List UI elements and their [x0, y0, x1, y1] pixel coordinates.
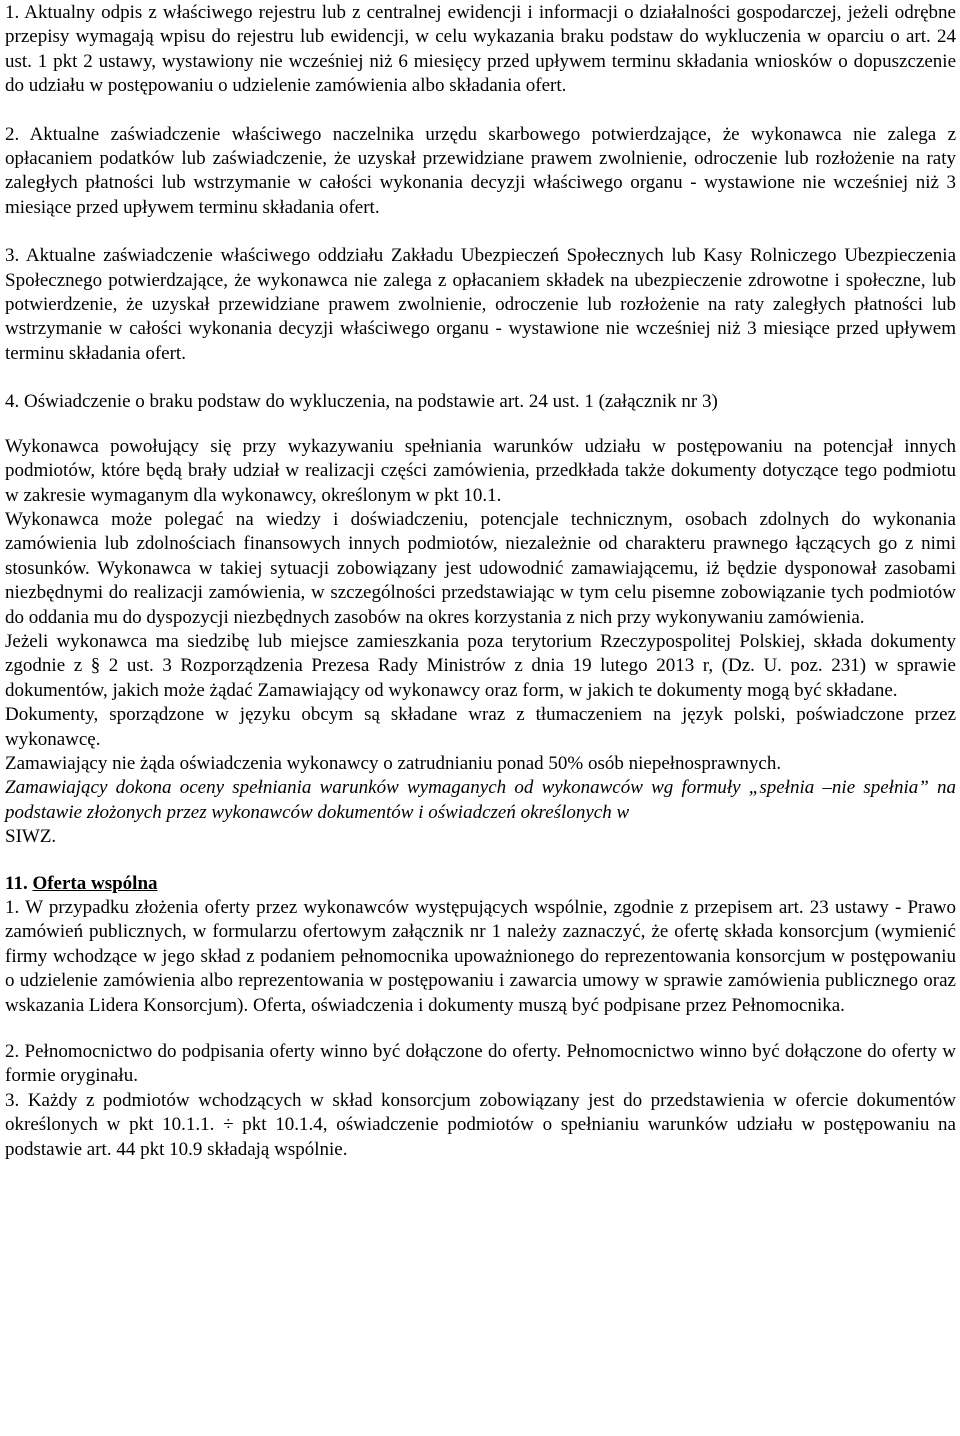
paragraph-foreign-contractor: Jeżeli wykonawca ma siedzibę lub miejsce zamieszkania poza terytorium Rzeczypospolitej Polskiej, składa dokumenty zgodnie z § 2 ust. 3 Rozporządzenia Prezesa Rady Ministrów z dnia 19 lutego 2013 r, (Dz. U. poz. 231) w sprawie dokumentów, jakich może żądać Zamawiający od wykonawcy oraz form, w jakich te dokumenty mogą być składane.	[5, 630, 956, 701]
section-heading-joint-offer	[5, 872, 956, 896]
paragraph-2-tax-certificate: 2. Aktualne zaświadczenie właściwego naczelnika urzędu skarbowego potwierdzające, że wykonawca nie zalega z opłacaniem podatków lub zaświadczenie, że uzyskał przewidziane prawem zwolnienie, odroczenie lub rozłożenie na raty zaległych płatności lub wstrzymanie w całości wykonania decyzji właściwego organu - wystawione nie wcześniej niż 3 miesiące przed upływem terminu składania ofert.	[5, 123, 956, 218]
paragraph-foreign-language-documents: Dokumenty, sporządzone w języku obcym są składane wraz z tłumaczeniem na język polski, poświadczone przez wykonawcę.	[5, 704, 956, 750]
paragraph-joint-offer-consortium: 1. W przypadku złożenia oferty przez wykonawców występujących wspólnie, zgodnie z przepisem art. 23 ustawy - Prawo zamówień publicznych, w formularzu ofertowym załącznik nr 1 należy zaznaczyć, że ofertę składa konsorcjum (wymienić firmy wchodzące w jego skład z podaniem pełnomocnika upoważnionego do reprezentowania konsorcjum w postępowaniu o udzielenie zamówienia albo reprezentowania w postępowaniu i zawarcia umowy w sprawie zamówienia publicznego oraz wskazania Lidera Konsorcjum). Oferta, oświadczenia i dokumenty muszą być podpisane przez Pełnomocnika.	[5, 897, 956, 1016]
paragraph-evaluation-formula: Zamawiający dokona oceny spełniania warunków wymaganych od wykonawców wg formuły „spełnia –nie spełnia” na podstawie złożonych przez wykonawców dokumentów i oświadczeń określonych w	[5, 777, 956, 823]
paragraph-third-party-resources: Wykonawca powołujący się przy wykazywaniu spełniania warunków udziału w postępowaniu na potencjał innych podmiotów, które będą brały udział w realizacji części zamówienia, przedkłada także dokumenty dotyczące tego podmiotu w zakresie wymaganym dla wykonawcy, określonym w pkt 10.1.	[5, 435, 956, 506]
section-number: 11.	[5, 872, 28, 894]
paragraph-power-of-attorney: 2. Pełnomocnictwo do podpisania oferty winno być dołączone do oferty. Pełnomocnictwo winno być dołączone do oferty w formie oryginału.	[5, 1041, 956, 1087]
section-title: Oferta wspólna	[32, 872, 158, 894]
paragraph-evaluation-formula-end: SIWZ.	[5, 826, 57, 848]
paragraph-1-registry-extract: 1. Aktualny odpis z właściwego rejestru lub z centralnej ewidencji i informacji o działalności gospodarczej, jeżeli odrębne przepisy wymagają wpisu do rejestru lub ewidencji, w celu wykazania braku podstaw do wykluczenia w oparciu o art. 24 ust. 1 pkt 2 ustawy, wystawiony nie wcześniej niż 6 miesięcy przed upływem terminu składania wniosków o dopuszczenie do udziału w postępowaniu o udzielenie zamówienia albo składania ofert.	[5, 2, 956, 97]
paragraph-3-social-insurance-certificate: 3. Aktualne zaświadczenie właściwego oddziału Zakładu Ubezpieczeń Społecznych lub Kasy Rolniczego Ubezpieczenia Społecznego potwierdzające, że wykonawca nie zalega z opłacaniem składek na ubezpieczenie zdrowotne i społeczne, lub potwierdzenie, że uzyskał przewidziane prawem zwolnienie, odroczenie lub rozłożenie na raty zaległych płatności lub wstrzymanie w całości wykonania decyzji właściwego organu - wystawione nie wcześniej niż 3 miesiące przed upływem terminu składania ofert.	[5, 245, 956, 364]
paragraph-reliance-on-others: Wykonawca może polegać na wiedzy i doświadczeniu, potencjale technicznym, osobach zdolnych do wykonania zamówienia lub zdolnościach finansowych innych podmiotów, niezależnie od charakteru prawnego łączących go z nimi stosunków. Wykonawca w takiej sytuacji zobowiązany jest udowodnić zamawiającemu, iż będzie dysponował zasobami niezbędnymi do realizacji zamówienia, w szczególności przedstawiając w tym celu pisemne zobowiązanie tych podmiotów do oddania mu do dyspozycji niezbędnych zasobów na okres korzystania z nich przy wykonywaniu zamówienia.	[5, 508, 956, 628]
paragraph-consortium-documents: 3. Każdy z podmiotów wchodzących w skład konsorcjum zobowiązany jest do przedstawienia w ofercie dokumentów określonych w pkt 10.1.1. ÷ pkt 10.1.4, oświadczenie podmiotów o spełnianiu warunków udziału w postępowaniu na podstawie art. 44 pkt 10.9 składają wspólnie.	[5, 1089, 956, 1160]
paragraph-disabled-employment: Zamawiający nie żąda oświadczenia wykonawcy o zatrudnianiu ponad 50% osób niepełnosprawnych.	[5, 752, 782, 774]
paragraph-4-exclusion-statement: 4. Oświadczenie o braku podstaw do wykluczenia, na podstawie art. 24 ust. 1 (załącznik nr 3)	[5, 391, 718, 413]
